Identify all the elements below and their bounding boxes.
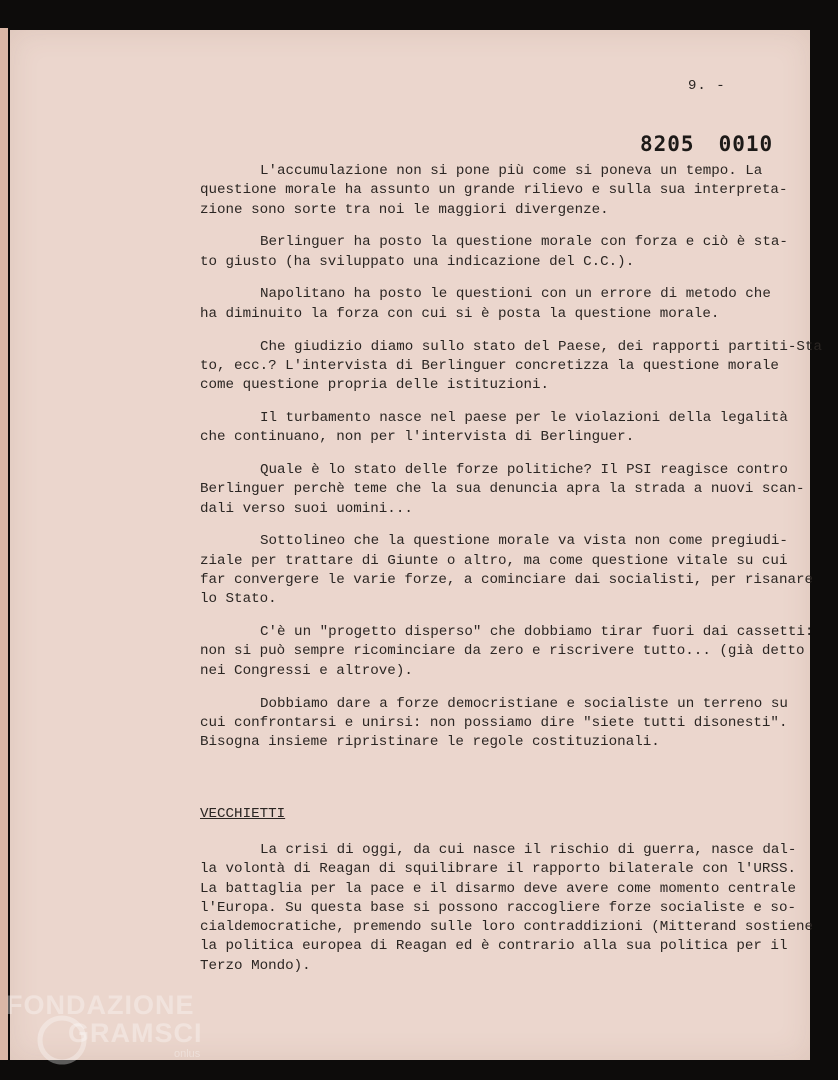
paragraph	[200, 233, 788, 272]
text-line: la volontà di Reagan di squilibrare il rapporto bilaterale con l'URSS.	[200, 861, 796, 878]
fondazione-gramsci-watermark	[6, 990, 246, 1070]
text-line: nei Congressi e altrove).	[200, 662, 413, 679]
text-line: Bisogna insieme ripristinare le regole costituzionali.	[200, 734, 660, 751]
paragraph	[200, 695, 788, 753]
text-line: che continuano, non per l'intervista di Berlinguer.	[200, 429, 635, 446]
text-line: Sottolineo che la questione morale va vista non come pregiudi-	[260, 533, 788, 550]
text-line: dali verso suoi uomini...	[200, 500, 413, 517]
paragraph	[200, 162, 788, 220]
text-line: Berlinguer perchè teme che la sua denuncia apra la strada a nuovi scan-	[200, 481, 805, 498]
text-line: come questione propria delle istituzioni.	[200, 377, 550, 394]
body-text	[200, 162, 822, 766]
text-line: cui confrontarsi e unirsi: non possiamo dire "siete tutti disonesti".	[200, 714, 788, 731]
archive-stamp-number	[640, 132, 773, 156]
watermark-line-1: FONDAZIONE	[6, 990, 195, 1020]
watermark-suffix: onlus	[174, 1048, 201, 1060]
text-line: cialdemocratiche, premendo sulle loro contraddizioni (Mitterand sostiene	[200, 919, 813, 936]
text-line: L'accumulazione non si pone più come si poneva un tempo. La	[260, 163, 763, 179]
paragraph	[200, 285, 770, 324]
text-line: Che giudizio diamo sullo stato del Paese, dei rapporti partiti-Sta	[260, 338, 822, 355]
text-line: far convergere le varie forze, a cominciare dai socialisti, per risanare	[200, 572, 813, 589]
archive-number-part-2: 0010	[718, 132, 774, 156]
text-line: Terzo Mondo).	[200, 957, 311, 974]
text-line: to giusto (ha sviluppato una indicazione del C.C.).	[200, 253, 635, 270]
paragraph	[200, 409, 788, 448]
text-line: non si può sempre ricominciare da zero e riscrivere tutto... (già detto	[200, 643, 805, 660]
text-line: l'Europa. Su questa base si possono raccogliere forze socialiste e so-	[200, 899, 796, 916]
speaker-heading: VECCHIETTI	[200, 806, 286, 822]
paragraph	[200, 532, 813, 609]
page-number: 9. -	[688, 78, 726, 94]
paragraph	[200, 841, 813, 976]
paragraph	[200, 623, 814, 681]
text-line: to, ecc.? L'intervista di Berlinguer concretizza la questione morale	[200, 357, 779, 374]
watermark-line-2: GRAMSCI	[68, 1018, 203, 1048]
text-line: Il turbamento nasce nel paese per le violazioni della legalità	[260, 409, 788, 426]
text-line: La battaglia per la pace e il disarmo deve avere come momento centrale	[200, 880, 796, 897]
text-line: Dobbiamo dare a forze democristiane e socialiste un terreno su	[260, 695, 788, 712]
archive-number-part-1: 8205	[640, 132, 695, 156]
text-line: questione morale ha assunto un grande rilievo e sulla sua interpreta-	[200, 182, 788, 199]
text-line: La crisi di oggi, da cui nasce il rischio di guerra, nasce dal-	[260, 842, 797, 858]
paragraph	[200, 461, 805, 519]
text-line: ziale per trattare di Giunte o altro, ma come questione vitale su cui	[200, 552, 788, 569]
text-line: ha diminuito la forza con cui si è posta la questione morale.	[200, 305, 720, 322]
paragraph	[200, 338, 822, 396]
text-line: Berlinguer ha posto la questione morale con forza e ciò è sta-	[260, 234, 788, 251]
speaker-body-text	[200, 841, 813, 990]
text-line: lo Stato.	[200, 591, 277, 608]
text-line: C'è un "progetto disperso" che dobbiamo tirar fuori dai cassetti:	[260, 624, 814, 641]
text-line: zione sono sorte tra noi le maggiori divergenze.	[200, 201, 609, 218]
adjacent-page-edge	[0, 28, 8, 1060]
text-line: Quale è lo stato delle forze politiche? Il PSI reagisce contro	[260, 462, 788, 479]
text-line: Napolitano ha posto le questioni con un errore di metodo che	[260, 286, 771, 303]
text-line: la politica europea di Reagan ed è contrario alla sua politica per il	[200, 938, 788, 955]
